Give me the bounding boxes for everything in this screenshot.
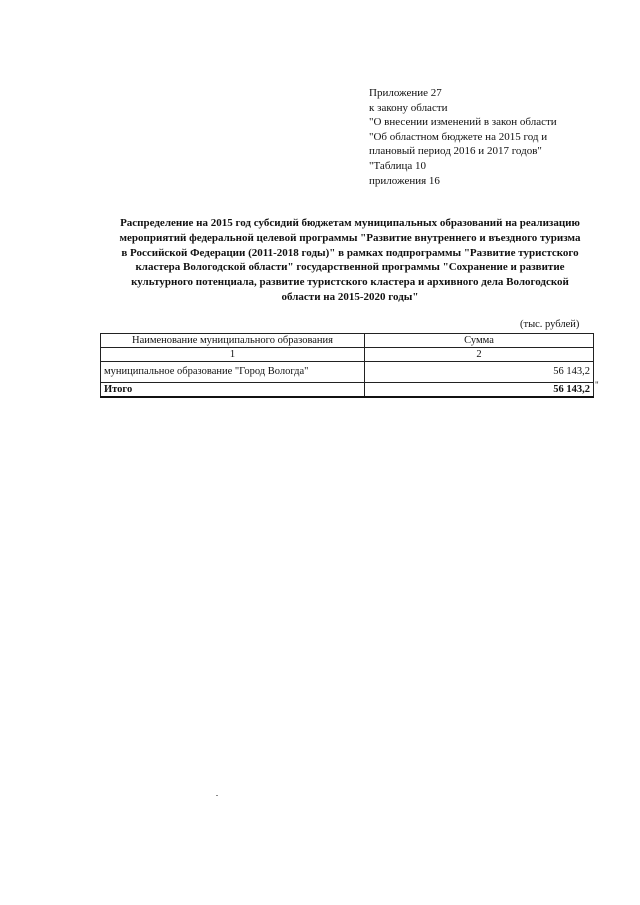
title-line: в Российской Федерации (2011-2018 годы)" в рамках подпрограммы "Развитие туристского bbox=[121, 246, 579, 259]
title-line: кластера Вологодской области" государственной программы "Сохранение и развитие bbox=[135, 261, 565, 274]
subsidy-table bbox=[100, 333, 594, 398]
title-line: мероприятий федеральной целевой программы "Развитие внутреннего и въездного туризма bbox=[119, 231, 581, 244]
appendix-line: к закону области bbox=[369, 101, 448, 114]
appendix-line: плановый период 2016 и 2017 годов" bbox=[369, 145, 542, 158]
appendix-line: "Таблица 10 bbox=[369, 159, 427, 172]
table-header-row bbox=[101, 334, 594, 348]
title-line: культурного потенциала, развитие туристского кластера и архивного дела Вологодской bbox=[131, 276, 569, 289]
document-title bbox=[100, 216, 600, 305]
municipality-name: муниципальное образование "Город Вологда" bbox=[101, 362, 365, 383]
scan-speck bbox=[216, 795, 218, 796]
appendix-header bbox=[369, 86, 609, 188]
appendix-line: "О внесении изменений в закон области bbox=[369, 116, 557, 129]
column-number: 2 bbox=[365, 348, 594, 362]
table-row bbox=[101, 362, 594, 383]
title-line: Распределение на 2015 год субсидий бюджетам муниципальных образований на реализацию bbox=[120, 217, 580, 229]
appendix-line: Приложение 27 bbox=[369, 87, 442, 99]
total-label: Итого bbox=[101, 383, 365, 398]
header-sum: Сумма bbox=[365, 334, 594, 348]
column-number: 1 bbox=[101, 348, 365, 362]
total-row bbox=[101, 383, 594, 398]
total-sum: 56 143,2 bbox=[365, 383, 594, 398]
appendix-line: "Об областном бюджете на 2015 год и bbox=[369, 130, 548, 143]
units-label: (тыс. рублей) bbox=[520, 319, 580, 330]
title-line: области на 2015-2020 годы" bbox=[281, 290, 419, 303]
appendix-line: приложения 16 bbox=[369, 174, 440, 187]
municipality-sum: 56 143,2 bbox=[365, 362, 594, 383]
column-number-row bbox=[101, 348, 594, 362]
header-name: Наименование муниципального образования bbox=[101, 334, 365, 348]
closing-quote: " bbox=[595, 380, 599, 390]
